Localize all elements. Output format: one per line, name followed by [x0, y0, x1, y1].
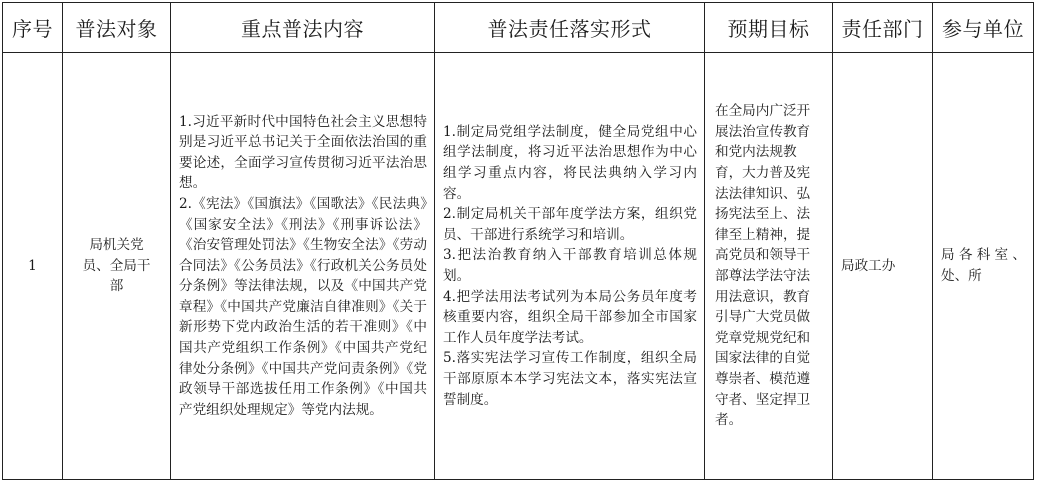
header-units: 参与单位 — [933, 3, 1034, 53]
header-content: 重点普法内容 — [171, 3, 435, 53]
form-item: 5.落实宪法学习宣传工作制度，组织全局干部原原本本学习宪法文本，落实宪法宣誓制度。 — [443, 350, 697, 408]
table-row — [3, 53, 1034, 480]
row-target-line: 局机关党 — [89, 237, 144, 254]
row-content — [171, 53, 435, 480]
law-popularization-table — [2, 2, 1034, 480]
header-row — [3, 3, 1034, 53]
row-target-line: 员、全局干 — [82, 257, 151, 274]
row-index: 1 — [3, 53, 63, 480]
row-units: 局各科室、处、所 — [933, 53, 1034, 480]
form-item: 4.把学法用法考试列为本局公务员年度考核重要内容，组织全局干部参加全市国家工作人员年度学法考试。 — [443, 288, 697, 346]
row-dept: 局政工办 — [833, 53, 933, 480]
header-goal: 预期目标 — [705, 3, 833, 53]
row-goal: 在全局内广泛开展法治宣传教育和党内法规教育，大力普及宪法法律知识、弘扬宪法至上、法律至上精神，提高党员和领导干部尊法学法守法用法意识，教育引导广大党员做党章党规党纪和国家法律的自觉尊崇者、模范遵守者、坚定捍卫者。 — [705, 53, 833, 480]
form-item: 2.制定局机关干部年度学法方案，组织党员、干部进行系统学习和培训。 — [443, 206, 697, 243]
row-target-line: 部 — [109, 278, 124, 295]
form-item: 3.把法治教育纳入干部教育培训总体规划。 — [443, 247, 697, 284]
header-forms: 普法责任落实形式 — [435, 3, 705, 53]
row-target — [63, 53, 171, 480]
header-dept: 责任部门 — [833, 3, 933, 53]
header-target: 普法对象 — [63, 3, 171, 53]
content-item: 2.《宪法》《国旗法》《国歌法》《民法典》《国家安全法》《刑法》《刑事诉讼法》《治安管理处罚法》《生物安全法》《劳动合同法》《公务员法》《行政机关公务员处分条例》等法律法规，以及《中国共产党章程》《中国共产党廉洁自律准则》《关于新形势下党内政治生活的若干准则》《中国共产党组织工作条例》《中国共产党纪律处分条例》《中国共产党问责条例》《党政领导干部选拔任用工作条例》《中国共产党组织处理规定》等党内法规。 — [179, 195, 427, 418]
content-item: 1.习近平新时代中国特色社会主义思想特别是习近平总书记关于全面依法治国的重要论述，全面学习宣传贯彻习近平法治思想。 — [179, 113, 427, 192]
row-forms — [435, 53, 705, 480]
header-index: 序号 — [3, 3, 63, 53]
form-item: 1.制定局党组学法制度，健全局党组中心组学法制度，将习近平法治思想作为中心组学习重点内容，将民法典纳入学习内容。 — [443, 123, 697, 202]
